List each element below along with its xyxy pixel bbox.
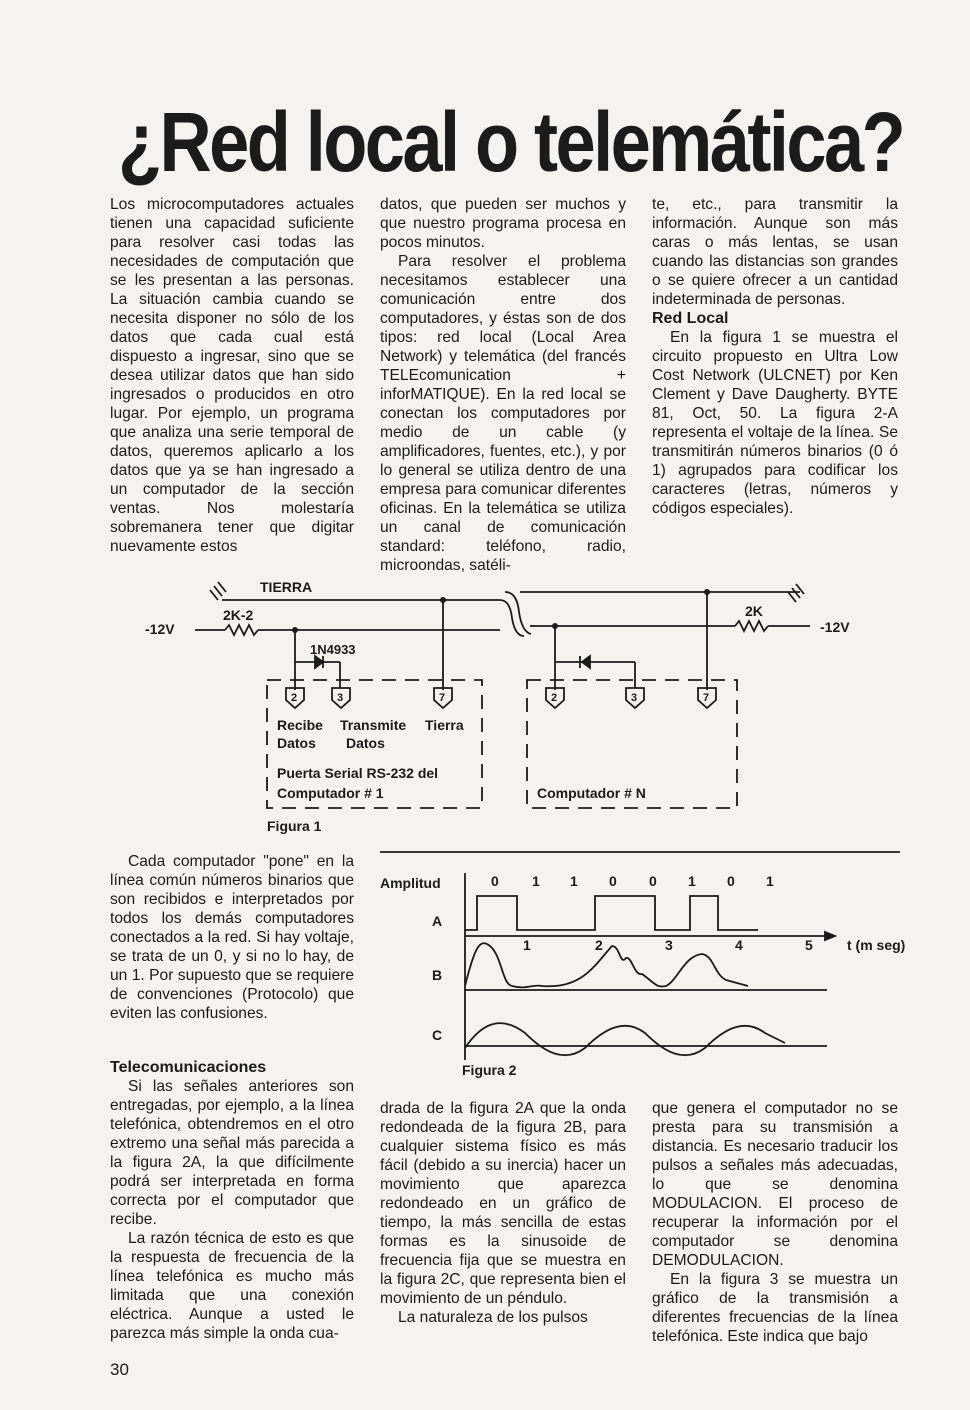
bit-label: 1 [570,873,578,889]
puerta-label: Puerta Serial RS-232 del [277,765,439,781]
column-1 [110,195,354,556]
figure-1-caption: Figura 1 [267,818,322,834]
fig2-side-text [110,852,354,1023]
figure-1-circuit [110,570,910,840]
computer-1-label: Computador # 1 [277,785,384,801]
diode-label: 1N4933 [310,642,356,657]
figure-2-caption: Figura 2 [462,1062,517,1078]
paragraph: La razón técnica de esto es que la respuesta de frecuencia de la línea telefónica es mucho más limitada que una conexión eléctrica. Aunque a usted le parezca más simple la onda cua- [110,1230,354,1342]
tierra-pin-label: Tierra [425,717,464,733]
page-number: 30 [110,1360,129,1379]
resistor-left-label: 2K-2 [223,607,254,623]
resistor-right-label: 2K [745,603,763,619]
time-tick: 4 [735,937,743,953]
column-3 [652,195,898,518]
bit-label: 0 [609,873,617,889]
time-tick: 3 [665,937,673,953]
page-title: ¿Red local o telemática? [118,95,904,189]
paragraph: Si las señales anteriores son entregadas, por ejemplo, a la línea telefónica, obtendremos en el otro extremo una señal más parecida a la figura 2A, la que difícilmente podrá ser interpretada en forma correcta por el computador que recibe. [110,1078,354,1228]
paragraph: En la figura 1 se muestra el circuito propuesto en Ultra Low Cost Network (ULCNET) por Ken Clement y Dave Daugherty. BYTE 81, Oct, 50. La figura 2-A representa el voltaje de la línea. Se transmitirán números binarios (0 ó 1) agrupados para codificar los caracteres (letras, números y códigos especiales). [652,329,898,517]
pin-label: 3 [337,692,344,704]
bit-label: 1 [766,873,774,889]
bottom-column-3 [652,1099,898,1346]
computer-n-label: Computador # N [537,785,646,801]
datos-label: Datos [277,735,316,751]
paragraph: Los microcomputadores actuales tienen una capacidad suficiente para resolver casi todas las necesidades de computación que se les presentan a las personas. La situación cambia cuando se necesita disponer no sólo de los datos que cada cual está dispuesto a ingresar, sino que se desea utilizar datos que han sido ingresados o producidos en otro lugar. Por ejemplo, un programa que analiza una serie temporal de datos, queremos aplicarlo a los datos que ya se han ingresado a un computador de la sección ventas. Nos molestaría sobremanera tener que digitar nuevamente estos [110,196,354,555]
datos-label: Datos [346,735,385,751]
paragraph: drada de la figura 2A que la onda redondeada de la figura 2B, para cualquier sistema físico es más fácil (debido a su inercia) hacer un movimiento que aparezca redondeado en un gráfico de tiempo, la más sencilla de estas formas es la sinusoide de frecuencia fija que se muestra en la figura 2C, que representa bien el movimiento de un péndulo. [380,1100,626,1307]
pin-label: 7 [703,692,710,704]
figure-2-waveforms [375,848,920,1078]
tierra-label: TIERRA [260,579,313,595]
bit-label: 1 [688,873,696,889]
section-heading: Red Local [652,310,729,327]
row-label-a: A [432,913,443,929]
time-tick: 2 [595,937,603,953]
paragraph: te, etc., para transmitir la información. Aunque son más caras o más lentas, se usan cuando las distancias son grandes o se quiere ofrecer a un cantidad indeterminada de personas. [652,196,898,308]
pin-label: 2 [551,692,558,704]
pin-label: 2 [291,692,298,704]
paragraph: datos, que pueden ser muchos y que nuestro programa procesa en pocos minutos. [380,196,626,251]
amplitud-label: Amplitud [380,875,441,891]
paragraph: La naturaleza de los pulsos [398,1309,588,1326]
time-tick: 1 [523,937,531,953]
voltage-left-label: -12V [145,621,175,637]
bottom-column-2 [380,1099,626,1327]
bit-label: 0 [491,873,499,889]
row-label-c: C [432,1027,443,1043]
voltage-right-label: -12V [820,619,850,635]
time-tick: 5 [805,937,813,953]
paragraph: En la figura 3 se muestra un gráfico de la transmisión a diferentes frecuencias de la línea telefónica. Este indica que bajo [652,1271,898,1345]
pin-label: 7 [439,692,446,704]
paragraph: Cada computador "pone" en la línea común números binarios que son recibidos e interpretados por todos los demás computadores conectados a la red. Si hay voltaje, se trata de un 0, y si no lo hay, de un 1. Por supuesto que se requiere de convenciones (Protocolo) que eviten las confusiones. [110,853,354,1022]
paragraph: que genera el computador no se presta para su transmisión a distancia. Es necesario traducir los pulsos a señales más adecuadas, lo que se denomina MODULACION. El proceso de recuperar la información por el computador se denomina DEMODULACION. [652,1100,898,1269]
bit-label: 1 [532,873,540,889]
bit-label: 0 [727,873,735,889]
section-heading: Telecomunicaciones [110,1059,267,1076]
bit-label: 0 [649,873,657,889]
time-axis-label: t (m seg) [847,937,906,953]
column-2 [380,195,626,575]
pin-label: 3 [631,692,638,704]
paragraph: Para resolver el problema necesitamos establecer una comunicación entre dos computadores, y éstas son de dos tipos: red local (Local Area Network) y telemática (del francés TELEcomunication + inforMATIQUE). En la red local se conectan los computadores por medio de un cable (y amplificadores, fuentes, etc.), y por lo general se utiliza dentro de una empresa para comunicar diferentes oficinas. En la telemática se utiliza un canal de comunicación standard: teléfono, radio, microondas, satéli- [380,253,626,574]
transmite-label: Transmite [340,717,407,733]
row-label-b: B [432,967,443,983]
recibe-label: Recibe [277,717,323,733]
bottom-column-1 [110,1058,354,1343]
